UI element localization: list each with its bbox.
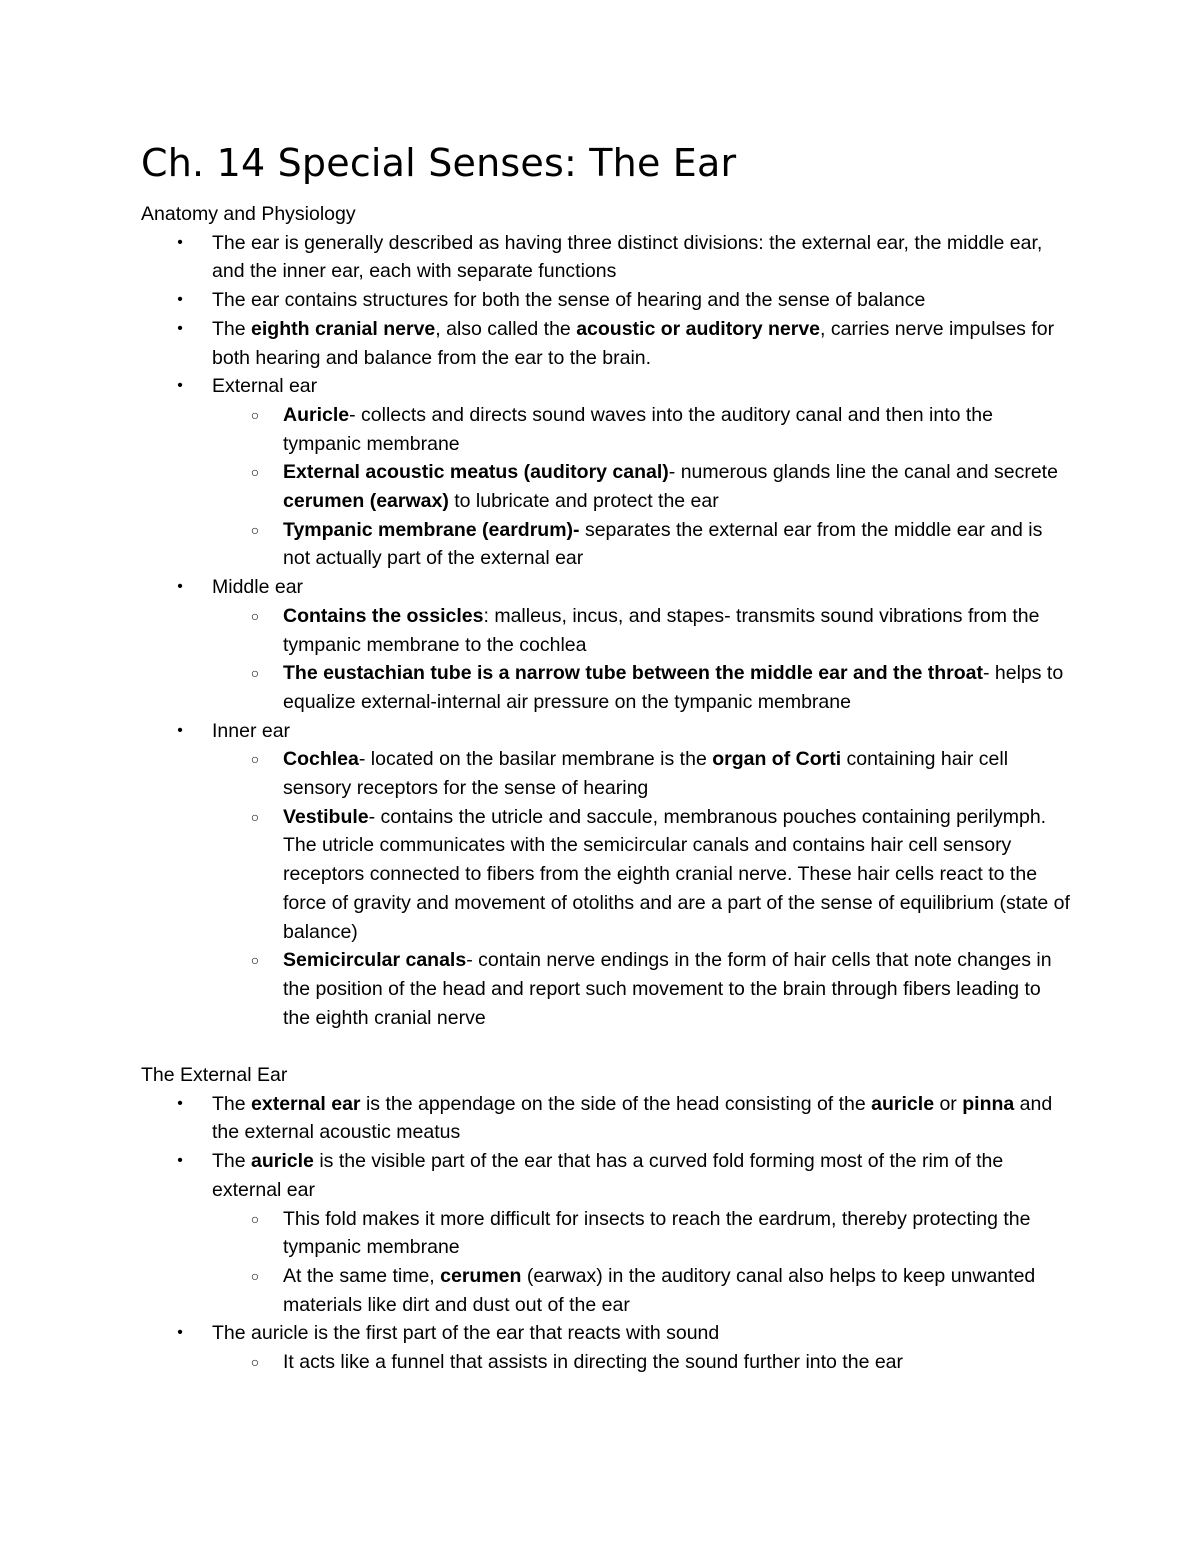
- sub-list-item: ○ Tympanic membrane (eardrum)- separates the external ear from the middle ear and is not actually part of the external ear: [141, 516, 1071, 573]
- sub-bullet-icon: ○: [250, 406, 260, 423]
- list-item-external-ear: • External ear ○ Auricle- collects and directs sound waves into the auditory canal and then into the tympanic membrane ○ External acoustic meatus (auditory canal)- numerous glands line the canal and secrete cerumen (earwax) to lubricate and protect the ear ○ Tympanic membrane (eardrum)- separates the external ear from the middle ear and is not actually part of the external ear: [141, 372, 1071, 573]
- anatomy-list: [141, 229, 1071, 1033]
- sub-bullet-icon: ○: [250, 464, 260, 481]
- sub-list: [212, 401, 1071, 573]
- sub-list-item: ○ It acts like a funnel that assists in directing the sound further into the ear: [141, 1348, 1071, 1377]
- sub-list-item: ○ Contains the ossicles: malleus, incus, and stapes- transmits sound vibrations from the tympanic membrane to the cochlea: [141, 602, 1071, 659]
- list-item: • The ear contains structures for both the sense of hearing and the sense of balance: [141, 286, 1071, 315]
- sub-list-item: ○ Semicircular canals- contain nerve endings in the form of hair cells that note changes in the position of the head and report such movement to the brain through fibers leading to the eighth cranial nerve: [141, 946, 1071, 1032]
- list-item: • The external ear is the appendage on the side of the head consisting of the auricle or pinna and the external acoustic meatus: [141, 1090, 1071, 1147]
- bullet-icon: •: [177, 1324, 183, 1342]
- sub-list: [212, 745, 1071, 1032]
- sub-bullet-icon: ○: [250, 1268, 260, 1284]
- sub-bullet-icon: ○: [250, 1210, 260, 1227]
- page-title: Ch. 14 Special Senses: The Ear: [141, 141, 737, 185]
- document-page: [141, 138, 1071, 1377]
- sub-list: [212, 1205, 1071, 1320]
- list-item-middle-ear: • Middle ear ○ Contains the ossicles: malleus, incus, and stapes- transmits sound vibrations from the tympanic membrane to the cochlea ○ The eustachian tube is a narrow tube between the middle ear and the throat- helps to equalize external-internal air pressure on the tympanic membrane: [141, 573, 1071, 717]
- sub-list-item: ○ Auricle- collects and directs sound waves into the auditory canal and then into the tympanic membrane: [141, 401, 1071, 458]
- sub-bullet-icon: ○: [250, 607, 260, 624]
- bullet-icon: •: [177, 1094, 183, 1112]
- sub-list-item: ○ External acoustic meatus (auditory canal)- numerous glands line the canal and secrete cerumen (earwax) to lubricate and protect the ear: [141, 458, 1071, 515]
- external-ear-list: [141, 1090, 1071, 1377]
- list-item: • The auricle is the first part of the ear that reacts with sound ○ It acts like a funnel that assists in directing the sound further into the ear: [141, 1319, 1071, 1376]
- sub-list-item: ○ The eustachian tube is a narrow tube between the middle ear and the throat- helps to equalize external-internal air pressure on the tympanic membrane: [141, 659, 1071, 716]
- list-item: • The auricle is the visible part of the ear that has a curved fold forming most of the rim of the external ear ○ This fold makes it more difficult for insects to reach the eardrum, thereby protecting the tympanic membrane ○ At the same time, cerumen (earwax) in the auditory canal also helps to keep unwanted materials like dirt and dust out of the ear: [141, 1147, 1071, 1319]
- sub-list: [212, 1348, 1071, 1377]
- sub-list: [212, 602, 1071, 717]
- paragraph-gap: [141, 1032, 1071, 1061]
- bullet-icon: •: [177, 377, 183, 395]
- sub-bullet-icon: ○: [250, 808, 260, 825]
- sub-list-item: ○ Vestibule- contains the utricle and saccule, membranous pouches containing perilymph. The utricle communicates with the semicircular canals and contains hair cell sensory receptors connected to fibers from the eighth cranial nerve. These hair cells react to the force of gravity and movement of otoliths and are a part of the sense of equilibrium (state of balance): [141, 803, 1071, 947]
- sub-list-item: ○ Cochlea- located on the basilar membrane is the organ of Corti containing hair cell sensory receptors for the sense of hearing: [141, 745, 1071, 802]
- bullet-icon: •: [177, 291, 183, 309]
- sub-bullet-icon: ○: [250, 751, 260, 768]
- list-item: • The ear is generally described as having three distinct divisions: the external ear, the middle ear, and the inner ear, each with separate functions: [141, 229, 1071, 286]
- sub-bullet-icon: ○: [250, 1354, 260, 1371]
- bullet-icon: •: [177, 1152, 183, 1170]
- bullet-icon: •: [177, 578, 183, 596]
- sub-bullet-icon: ○: [250, 521, 260, 538]
- bullet-icon: •: [177, 721, 183, 739]
- sub-bullet-icon: ○: [250, 952, 260, 969]
- sub-list-item: ○ This fold makes it more difficult for insects to reach the eardrum, thereby protecting the tympanic membrane: [141, 1205, 1071, 1262]
- list-item: • The eighth cranial nerve, also called the acoustic or auditory nerve, carries nerve impulses for both hearing and balance from the ear to the brain.: [141, 315, 1071, 372]
- sub-bullet-icon: ○: [250, 665, 260, 682]
- list-item-inner-ear: • Inner ear ○ Cochlea- located on the basilar membrane is the organ of Corti containing hair cell sensory receptors for the sense of hearing ○ Vestibule- contains the utricle and saccule, membranous pouches containing perilymph. The utricle communicates with the semicircular canals and contains hair cell sensory receptors connected to fibers from the eighth cranial nerve. These hair cells react to the force of gravity and movement of otoliths and are a part of the sense of equilibrium (state of balance) ○ Semicircular canals- contain nerve endings in the form of hair cells that note changes in the position of the head and report such movement to the brain through fibers leading to the eighth cranial nerve: [141, 717, 1071, 1033]
- bullet-icon: •: [177, 233, 183, 251]
- section-heading-anatomy: Anatomy and Physiology: [141, 203, 356, 225]
- section-heading-external-ear: The External Ear: [141, 1064, 288, 1087]
- bullet-icon: •: [177, 319, 183, 337]
- sub-list-item: ○ At the same time, cerumen (earwax) in the auditory canal also helps to keep unwanted materials like dirt and dust out of the ear: [141, 1262, 1071, 1319]
